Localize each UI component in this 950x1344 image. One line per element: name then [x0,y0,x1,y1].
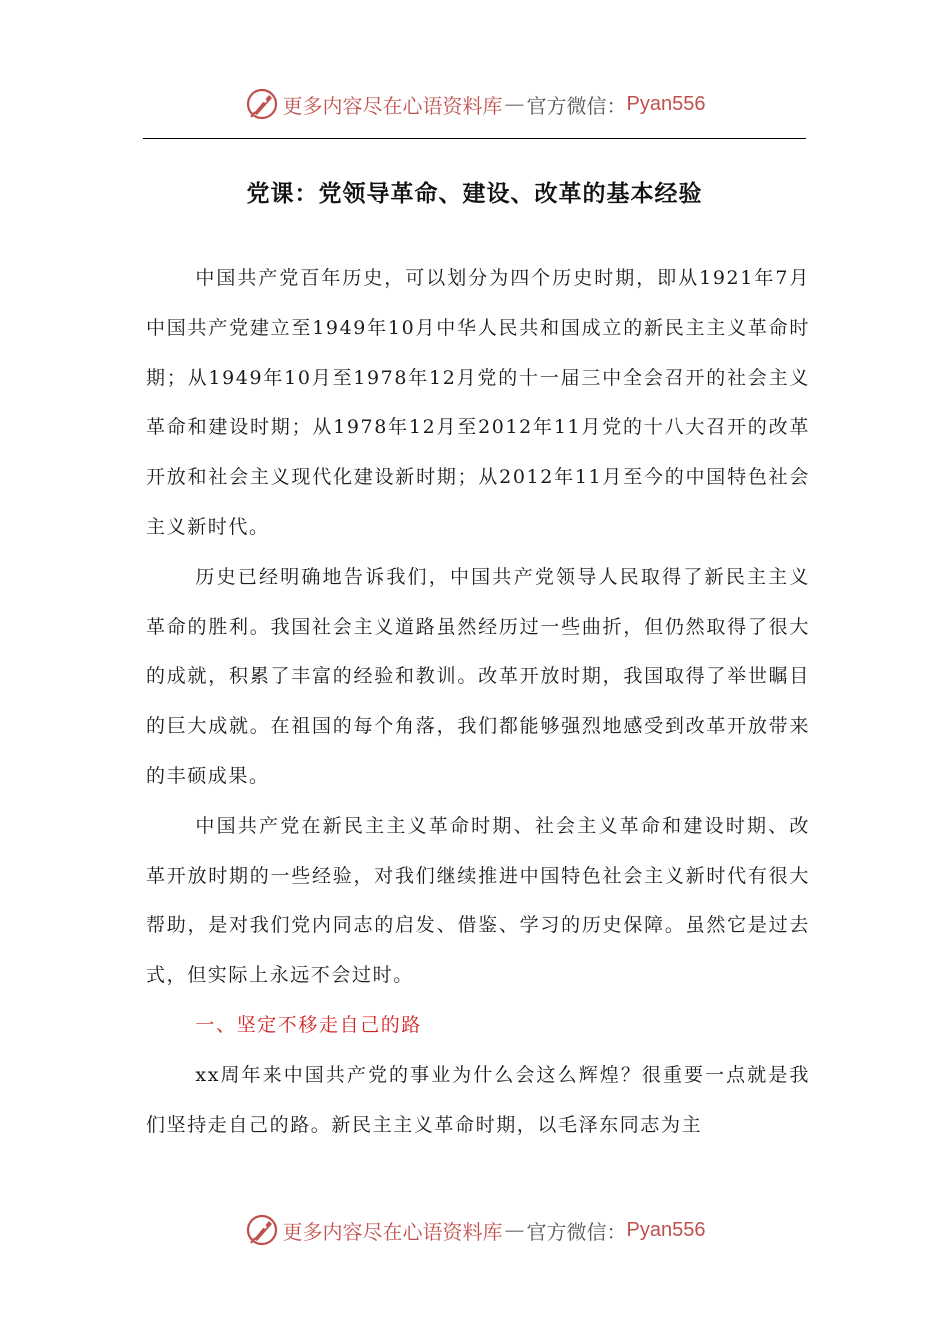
paragraph-2: 历史已经明确地告诉我们，中国共产党领导人民取得了新民主主义革命的胜利。我国社会主义道路虽然经历过一些曲折，但仍然取得了很大的成就，积累了丰富的经验和教训。改革开放时期，我国取得了举世瞩目的巨大成就。在祖国的每个角落，我们都能够强烈地感受到改革开放带来的丰硕成果。 [146,565,810,787]
header-wechat-label: 官方微信： [526,93,627,118]
footer-banner [0,1208,950,1252]
header-brand-text: 更多内容尽在心语资料库 [282,93,503,118]
quill-pen-logo-icon [245,1213,279,1247]
document-title: 党课：党领导革命、建设、改革的基本经验 [246,180,703,207]
footer-dash: — [504,1218,525,1242]
footer-wechat-account: Pyan556 [626,1218,706,1241]
section-paragraph: xx周年来中国共产党的事业为什么会这么辉煌？很重要一点就是我们坚持走自己的路。新民主主义革命时期，以毛泽东同志为主 [146,1063,810,1136]
section-heading: 一、坚定不移走自己的路 [195,1013,422,1036]
header-divider [143,138,806,139]
paragraph-1: 中国共产党百年历史，可以划分为四个历史时期，即从1921年7月中国共产党建立至1949年10月中华人民共和国成立的新民主主义革命时期；从1949年10月至1978年12月党的十一届三中全会召开的社会主义革命和建设时期；从1978年12月至2012年11月党的十八大召开的改革开放和社会主义现代化建设新时期；从2012年11月至今的中国特色社会主义新时代。 [146,267,810,538]
document-body [146,254,810,1150]
header-dash: — [504,92,525,116]
header-banner [0,82,950,126]
footer-wechat-label: 官方微信： [526,1219,627,1244]
footer-brand-text: 更多内容尽在心语资料库 [282,1219,503,1244]
header-wechat-account: Pyan556 [626,92,706,115]
quill-pen-logo-icon [245,87,279,121]
paragraph-3: 中国共产党在新民主主义革命时期、社会主义革命和建设时期、改革开放时期的一些经验，对我们继续推进中国特色社会主义新时代有很大帮助，是对我们党内同志的启发、借鉴、学习的历史保障。虽然它是过去式，但实际上永远不会过时。 [146,814,810,987]
